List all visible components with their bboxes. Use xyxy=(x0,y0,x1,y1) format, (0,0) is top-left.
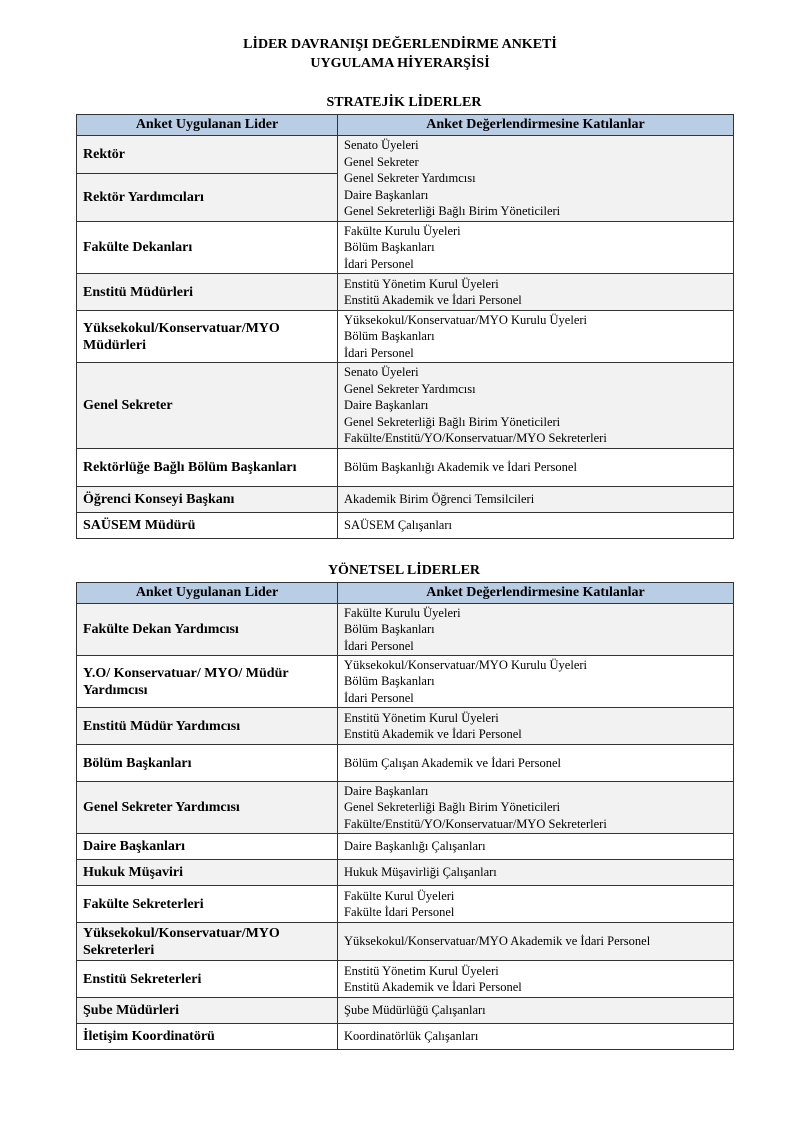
participant-item: Genel Sekreterliği Bağlı Birim Yöneticileri xyxy=(344,800,561,815)
leader-cell: Daire Başkanları xyxy=(77,834,338,860)
participant-item: Daire Başkanları xyxy=(344,783,429,798)
table-header-row xyxy=(77,115,734,136)
participant-item: SAÜSEM Çalışanları xyxy=(344,518,452,533)
column-header-leader: Anket Uygulanan Lider xyxy=(77,583,338,604)
participant-item: Bölüm Başkanları xyxy=(344,240,435,255)
leader-cell: Fakülte Sekreterleri xyxy=(77,886,338,923)
participant-item: Fakülte İdari Personel xyxy=(344,905,455,919)
participant-item: Daire Başkanlığı Çalışanları xyxy=(344,839,486,854)
participants-cell xyxy=(338,604,734,656)
participants-cell xyxy=(338,311,734,363)
participants-cell xyxy=(338,1024,734,1050)
participants-cell xyxy=(338,274,734,311)
participant-item: Bölüm Başkanları xyxy=(344,674,435,689)
participant-item: Genel Sekreterliği Bağlı Birim Yöneticileri xyxy=(344,414,561,429)
participants-cell xyxy=(338,656,734,708)
participant-item: Enstitü Yönetim Kurul Üyeleri xyxy=(344,963,499,978)
table-row xyxy=(77,513,734,539)
leader-cell: Enstitü Müdürleri xyxy=(77,274,338,311)
participant-item: Yüksekokul/Konservatuar/MYO Akademik ve İdari Personel xyxy=(344,934,651,949)
participant-item: Enstitü Akademik ve İdari Personel xyxy=(344,980,522,994)
participant-item: Akademik Birim Öğrenci Temsilcileri xyxy=(344,492,535,507)
participants-cell xyxy=(338,363,734,449)
document-title-line2: UYGULAMA HİYERARŞİSİ xyxy=(310,56,490,71)
table-row xyxy=(77,656,734,708)
table-row xyxy=(77,1024,734,1050)
table-row xyxy=(77,961,734,998)
participant-item: Koordinatörlük Çalışanları xyxy=(344,1029,479,1044)
leader-cell: Hukuk Müşaviri xyxy=(77,860,338,886)
leader-cell: Enstitü Müdür Yardımcısı xyxy=(77,708,338,745)
participant-item: İdari Personel xyxy=(344,690,414,705)
table-row xyxy=(77,487,734,513)
participant-item: Bölüm Çalışan Akademik ve İdari Personel xyxy=(344,755,561,770)
strategic-leaders-table xyxy=(76,114,734,539)
leader-cell: Genel Sekreter xyxy=(77,363,338,449)
participant-item: Genel Sekreterliği Bağlı Birim Yöneticileri xyxy=(344,204,561,219)
participants-cell xyxy=(338,449,734,487)
participant-item: İdari Personel xyxy=(344,345,414,360)
leader-cell: Yüksekokul/Konservatuar/MYO Sekreterleri xyxy=(77,923,338,961)
table-row xyxy=(77,834,734,860)
leader-cell: Öğrenci Konseyi Başkanı xyxy=(77,487,338,513)
table-row xyxy=(77,923,734,961)
leader-cell: Fakülte Dekanları xyxy=(77,222,338,274)
participant-item: İdari Personel xyxy=(344,256,414,271)
participants-cell xyxy=(338,782,734,834)
participant-item: Daire Başkanları xyxy=(344,187,429,202)
participant-item: Bölüm Başkanları xyxy=(344,622,435,637)
participant-item: Enstitü Akademik ve İdari Personel xyxy=(344,727,522,741)
participant-item: Daire Başkanları xyxy=(344,398,429,413)
participant-item: Yüksekokul/Konservatuar/MYO Kurulu Üyeleri xyxy=(344,312,588,327)
participants-cell xyxy=(338,998,734,1024)
participant-item: Fakülte/Enstitü/YO/Konservatuar/MYO Sekreterleri xyxy=(344,431,607,446)
document-title-line1: LİDER DAVRANIŞI DEĞERLENDİRME ANKETİ xyxy=(243,37,557,52)
table-row xyxy=(77,222,734,274)
table-row xyxy=(77,860,734,886)
leader-cell: Şube Müdürleri xyxy=(77,998,338,1024)
table-row xyxy=(77,311,734,363)
participant-item: İdari Personel xyxy=(344,638,414,653)
participant-item: Bölüm Başkanları xyxy=(344,329,435,344)
participants-cell xyxy=(338,222,734,274)
participant-item: Fakülte/Enstitü/YO/Konservatuar/MYO Sekreterleri xyxy=(344,816,607,831)
participant-item: Enstitü Akademik ve İdari Personel xyxy=(344,293,522,307)
leader-cell: Y.O/ Konservatuar/ MYO/ Müdür Yardımcısı xyxy=(77,656,338,708)
table-row xyxy=(77,745,734,782)
participant-item: Bölüm Başkanlığı Akademik ve İdari Personel xyxy=(344,460,577,475)
participants-cell xyxy=(338,136,734,222)
participant-item: Enstitü Yönetim Kurul Üyeleri xyxy=(344,276,499,291)
participant-item: Yüksekokul/Konservatuar/MYO Kurulu Üyeleri xyxy=(344,657,588,672)
participants-cell xyxy=(338,923,734,961)
managerial-section-title: YÖNETSEL LİDERLER xyxy=(327,563,481,578)
table-row xyxy=(77,708,734,745)
participants-cell xyxy=(338,487,734,513)
participants-cell xyxy=(338,745,734,782)
strategic-section-title: STRATEJİK LİDERLER xyxy=(326,95,482,110)
table-row xyxy=(77,886,734,923)
table-row xyxy=(77,363,734,449)
leader-cell: Fakülte Dekan Yardımcısı xyxy=(77,604,338,656)
leader-cell: SAÜSEM Müdürü xyxy=(77,513,338,539)
leader-cell: Yüksekokul/Konservatuar/MYO Müdürleri xyxy=(77,311,338,363)
column-header-participants: Anket Değerlendirmesine Katılanlar xyxy=(338,583,734,604)
table-row xyxy=(77,604,734,656)
participant-item: Senato Üyeleri xyxy=(344,365,419,380)
leader-cell: Enstitü Sekreterleri xyxy=(77,961,338,998)
leader-cell: İletişim Koordinatörü xyxy=(77,1024,338,1050)
table-row xyxy=(77,998,734,1024)
leader-cell: Genel Sekreter Yardımcısı xyxy=(77,782,338,834)
participant-item: Şube Müdürlüğü Çalışanları xyxy=(344,1003,486,1018)
participant-item: Senato Üyeleri xyxy=(344,138,419,153)
participants-cell xyxy=(338,834,734,860)
participant-item: Fakülte Kurulu Üyeleri xyxy=(344,223,461,238)
table-row xyxy=(77,782,734,834)
participant-item: Hukuk Müşavirliği Çalışanları xyxy=(344,865,497,880)
table-row xyxy=(77,449,734,487)
column-header-leader: Anket Uygulanan Lider xyxy=(77,115,338,136)
participant-item: Fakülte Kurulu Üyeleri xyxy=(344,605,461,620)
participants-cell xyxy=(338,886,734,923)
participant-item: Genel Sekreter xyxy=(344,154,419,169)
leader-cell: Rektör Yardımcıları xyxy=(77,174,338,222)
participants-cell xyxy=(338,513,734,539)
leader-cell: Bölüm Başkanları xyxy=(77,745,338,782)
participant-item: Fakülte Kurul Üyeleri xyxy=(344,888,455,903)
leader-cell: Rektör xyxy=(77,136,338,174)
leader-cell: Rektörlüğe Bağlı Bölüm Başkanları xyxy=(77,449,338,487)
participants-cell xyxy=(338,961,734,998)
column-header-participants: Anket Değerlendirmesine Katılanlar xyxy=(338,115,734,136)
table-header-row xyxy=(77,583,734,604)
participant-item: Enstitü Yönetim Kurul Üyeleri xyxy=(344,710,499,725)
participant-item: Genel Sekreter Yardımcısı xyxy=(344,171,476,186)
participants-cell xyxy=(338,708,734,745)
managerial-leaders-table xyxy=(76,582,734,1050)
participant-item: Genel Sekreter Yardımcısı xyxy=(344,381,476,396)
table-row xyxy=(77,136,734,174)
participants-cell xyxy=(338,860,734,886)
table-row xyxy=(77,274,734,311)
